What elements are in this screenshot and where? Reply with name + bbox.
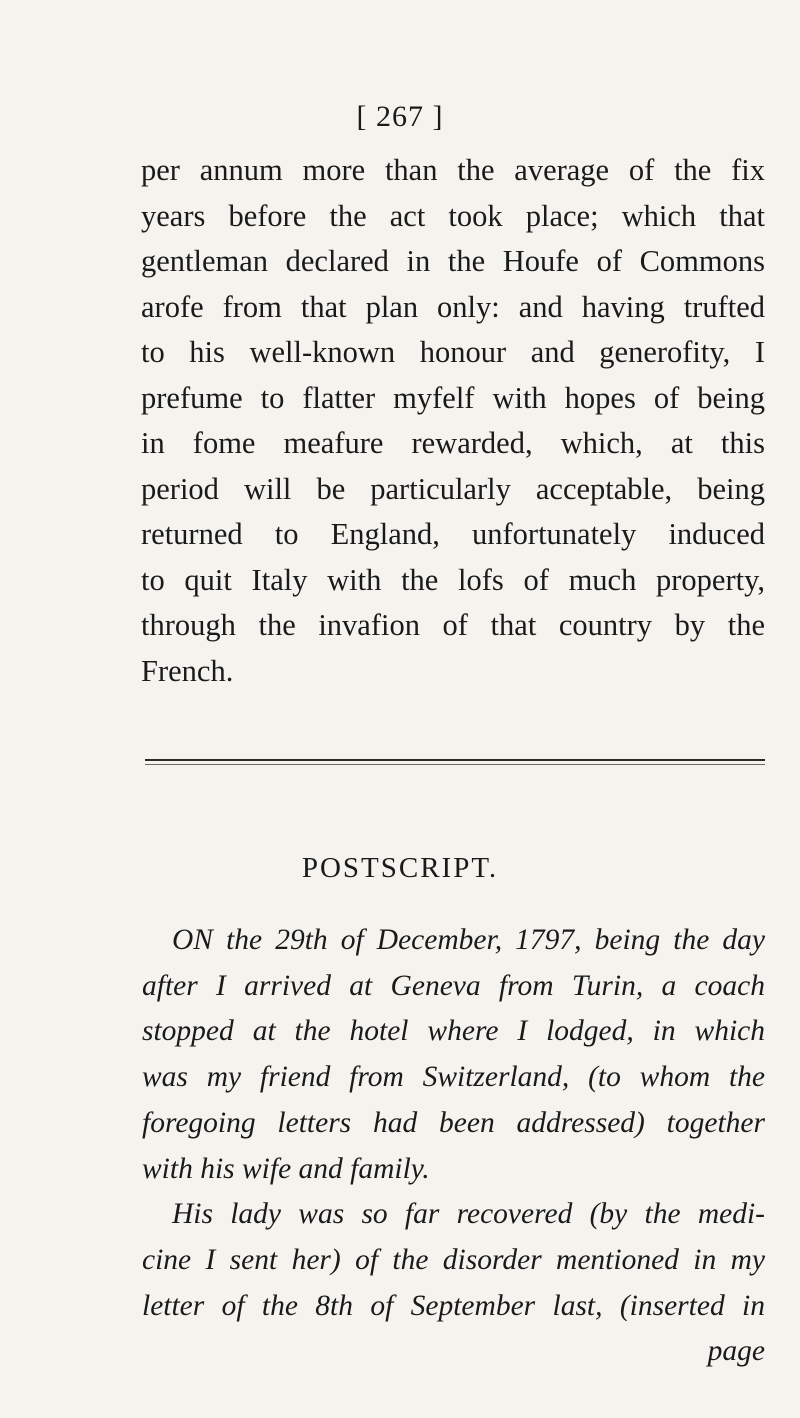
section-divider	[145, 759, 765, 761]
postscript-line: ON the 29th of December, 1797, being the day	[172, 924, 765, 956]
body-line: to his well-known honour and generofity, I	[141, 335, 765, 369]
body-line: arofe from that plan only: and having trufted	[141, 289, 765, 324]
body-line: period will be particularly acceptable, being	[141, 471, 765, 506]
page-number: [ 267 ]	[356, 100, 444, 133]
postscript-line: after I arrived at Geneva from Turin, a coach	[142, 969, 765, 1002]
postscript-line: stopped at the hotel where I lodged, in which	[142, 1015, 765, 1048]
postscript-line: was my friend from Switzerland, (to whom the	[142, 1061, 765, 1094]
postscript-line: with his wife and family.	[142, 1152, 430, 1185]
body-line: per annum more than the average of the fix	[141, 153, 765, 187]
body-paragraph	[141, 148, 765, 694]
body-line: in fome meafure rewarded, which, at this	[141, 426, 765, 460]
body-line: years before the act took place; which that	[141, 198, 765, 233]
body-line: French.	[141, 653, 234, 688]
postscript-paragraph	[142, 918, 765, 1375]
body-line: returned to England, unfortunately induced	[141, 517, 765, 551]
body-line: prefume to flatter myfelf with hopes of being	[141, 380, 765, 415]
postscript-line: cine I sent her) of the disorder mentioned in my	[142, 1243, 765, 1276]
catchword: page	[707, 1335, 765, 1368]
postscript-line: letter of the 8th of September last, (inserted in	[142, 1289, 765, 1322]
postscript-heading: POSTSCRIPT.	[301, 852, 499, 884]
section-divider-thin	[145, 764, 765, 765]
body-line: gentleman declared in the Houfe of Commons	[141, 244, 765, 278]
body-line: to quit Italy with the lofs of much property,	[141, 562, 765, 597]
postscript-line: His lady was so far recovered (by the medi-	[172, 1198, 765, 1231]
body-line: through the invafion of that country by the	[141, 608, 765, 642]
postscript-line: foregoing letters had been addressed) together	[142, 1106, 765, 1139]
